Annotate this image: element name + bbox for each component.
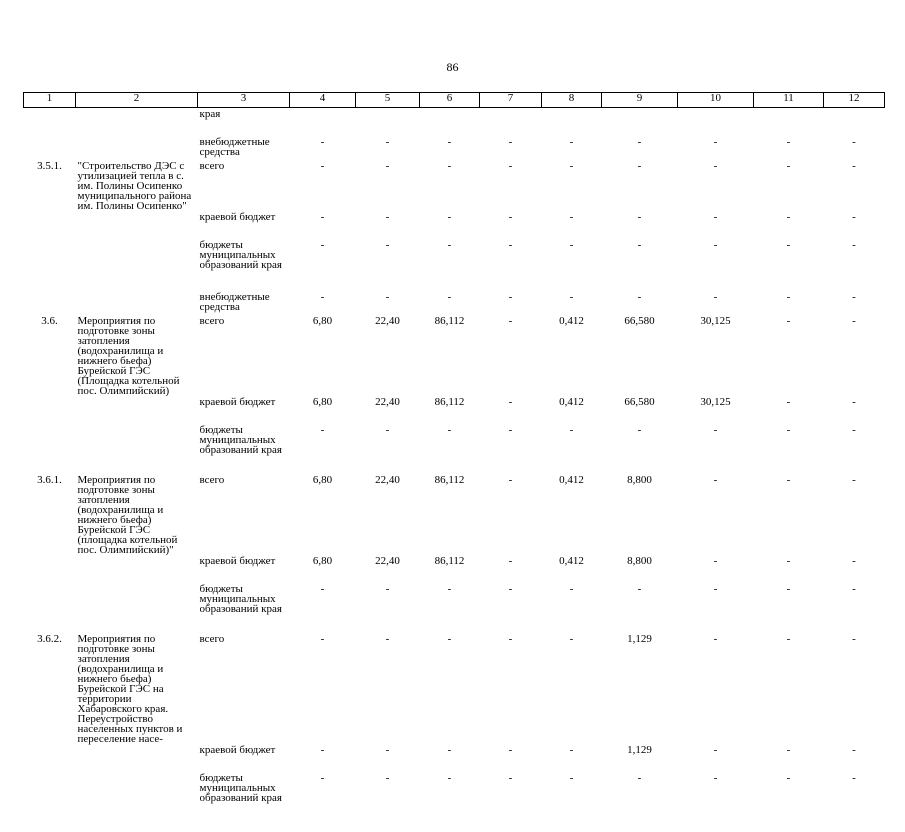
value-cell: 0,412	[559, 473, 584, 486]
value-cell: -	[852, 314, 856, 327]
col-header: 8	[542, 93, 602, 108]
value-cell: -	[713, 743, 718, 756]
value-cell: 6,80	[312, 395, 333, 408]
value-cell: -	[569, 582, 574, 595]
table-row	[24, 211, 885, 239]
funding-source: бюджеты муниципальных образований края	[199, 771, 282, 804]
funding-source: краевой бюджет	[199, 554, 276, 567]
funding-source: краевой бюджет	[199, 743, 276, 756]
value-cell: 0,412	[559, 395, 584, 408]
table-row	[24, 772, 885, 832]
value-cell: -	[637, 771, 642, 784]
value-cell: -	[508, 238, 513, 251]
value-cell: -	[852, 238, 856, 251]
value-cell: -	[508, 423, 513, 436]
value-cell: -	[508, 135, 513, 148]
table-row	[24, 136, 885, 160]
value-cell: -	[508, 314, 513, 327]
value-cell: -	[447, 135, 452, 148]
value-cell: -	[713, 771, 718, 784]
funding-source: всего	[199, 314, 225, 327]
value-cell: 0,412	[559, 554, 584, 567]
value-cell: -	[508, 582, 513, 595]
value-cell: -	[569, 771, 574, 784]
value-cell: -	[320, 743, 325, 756]
value-cell: 22,40	[375, 473, 400, 486]
value-cell: -	[447, 582, 452, 595]
value-cell: -	[508, 210, 513, 223]
funding-source: краевой бюджет	[199, 395, 276, 408]
row-number: 3.6.1.	[37, 473, 62, 486]
value-cell: -	[637, 290, 642, 303]
value-cell: -	[713, 582, 718, 595]
table-row	[24, 239, 885, 291]
value-cell: -	[637, 423, 642, 436]
table-row	[24, 315, 885, 396]
value-cell: -	[320, 135, 325, 148]
header-row	[24, 93, 885, 108]
col-header: 7	[480, 93, 542, 108]
table-row	[24, 108, 885, 136]
value-cell: -	[508, 473, 513, 486]
value-cell: -	[786, 210, 791, 223]
value-cell: 6,80	[312, 473, 333, 486]
table-row	[24, 744, 885, 772]
value-cell: -	[447, 238, 452, 251]
row-number	[24, 108, 76, 136]
col-header: 5	[356, 93, 420, 108]
table-row	[24, 424, 885, 474]
row-title	[76, 239, 198, 291]
value-cell: -	[713, 290, 718, 303]
value-cell: -	[508, 395, 513, 408]
value-cell: -	[637, 238, 642, 251]
value-cell: -	[569, 290, 574, 303]
value-cell	[754, 108, 824, 136]
col-header: 9	[602, 93, 678, 108]
value-cell: -	[637, 210, 642, 223]
value-cell: -	[852, 554, 856, 567]
row-title	[76, 583, 198, 633]
row-number	[24, 239, 76, 291]
value-cell: 6,80	[312, 314, 333, 327]
value-cell: -	[320, 582, 325, 595]
value-cell	[290, 108, 356, 136]
row-title	[76, 424, 198, 474]
page-number: 86	[446, 60, 459, 74]
col-header: 4	[290, 93, 356, 108]
col-header: 10	[678, 93, 754, 108]
value-cell: -	[786, 582, 791, 595]
col-header: 6	[420, 93, 480, 108]
value-cell	[824, 108, 885, 136]
value-cell: -	[852, 159, 856, 172]
value-cell: -	[786, 238, 791, 251]
value-cell: 1,129	[627, 743, 652, 756]
value-cell: -	[713, 135, 718, 148]
value-cell: -	[713, 159, 718, 172]
value-cell: -	[508, 743, 513, 756]
value-cell: -	[786, 423, 791, 436]
value-cell: -	[713, 423, 718, 436]
value-cell: -	[447, 632, 452, 645]
value-cell: -	[385, 423, 390, 436]
value-cell: -	[385, 582, 390, 595]
row-title	[76, 772, 198, 832]
funding-source: краевой бюджет	[199, 210, 276, 223]
value-cell: 8,800	[627, 473, 652, 486]
funding-source: всего	[199, 632, 225, 645]
value-cell: -	[569, 423, 574, 436]
row-number	[24, 396, 76, 424]
funding-source: бюджеты муниципальных образований края	[199, 238, 282, 271]
value-cell: -	[320, 210, 325, 223]
value-cell: -	[320, 159, 325, 172]
row-number	[24, 744, 76, 772]
row-number	[24, 136, 76, 160]
value-cell: -	[852, 632, 856, 645]
row-title	[76, 396, 198, 424]
value-cell: 66,580	[624, 395, 655, 408]
value-cell: 86,112	[434, 395, 465, 408]
row-number: 3.6.	[41, 314, 58, 327]
value-cell: -	[713, 210, 718, 223]
row-number	[24, 583, 76, 633]
value-cell: -	[713, 632, 718, 645]
row-title: "Строительство ДЭС с утилизацией тепла в с. им. Полины Осипенко муниципального района им. Полины Осипенко"	[77, 159, 192, 212]
value-cell: -	[852, 395, 856, 408]
value-cell: -	[385, 743, 390, 756]
value-cell: -	[786, 395, 791, 408]
value-cell: -	[637, 582, 642, 595]
value-cell: -	[508, 554, 513, 567]
row-title	[76, 744, 198, 772]
value-cell: -	[385, 159, 390, 172]
row-title: Мероприятия по подготовке зоны затопления (водохранилища и нижнего бьефа) Бурейской ГЭС (Площадка котельной пос. Олимпийский)	[77, 314, 180, 397]
value-cell: -	[320, 423, 325, 436]
row-number	[24, 424, 76, 474]
value-cell: -	[786, 159, 791, 172]
value-cell: 86,112	[434, 314, 465, 327]
value-cell: -	[447, 210, 452, 223]
value-cell: -	[786, 473, 791, 486]
funding-source: внебюджетные средства	[199, 135, 270, 158]
col-header: 11	[754, 93, 824, 108]
value-cell: 86,112	[434, 473, 465, 486]
value-cell: 66,580	[624, 314, 655, 327]
value-cell: -	[713, 238, 718, 251]
value-cell: -	[786, 632, 791, 645]
value-cell: -	[786, 771, 791, 784]
value-cell: 30,125	[700, 314, 731, 327]
row-title: Мероприятия по подготовке зоны затопления (водохранилища и нижнего бьефа) Бурейской ГЭС на территории Хабаровского края. Переустройство населенных пунктов и переселение насе-	[77, 632, 183, 745]
value-cell: 22,40	[375, 314, 400, 327]
row-number: 3.6.2.	[37, 632, 62, 645]
value-cell: -	[713, 473, 718, 486]
value-cell: -	[786, 554, 791, 567]
col-header: 2	[76, 93, 198, 108]
value-cell: -	[508, 159, 513, 172]
value-cell: -	[637, 159, 642, 172]
value-cell: -	[508, 771, 513, 784]
value-cell: -	[852, 473, 856, 486]
value-cell: -	[786, 290, 791, 303]
value-cell	[542, 108, 602, 136]
value-cell: -	[447, 290, 452, 303]
row-number	[24, 211, 76, 239]
value-cell: -	[447, 159, 452, 172]
value-cell: -	[569, 632, 574, 645]
value-cell: -	[320, 771, 325, 784]
col-header: 1	[24, 93, 76, 108]
table-row	[24, 396, 885, 424]
value-cell: -	[508, 290, 513, 303]
value-cell: 22,40	[375, 395, 400, 408]
value-cell: 22,40	[375, 554, 400, 567]
row-number	[24, 772, 76, 832]
table-row	[24, 291, 885, 315]
row-title	[76, 211, 198, 239]
value-cell: -	[852, 423, 856, 436]
funding-source: бюджеты муниципальных образований края	[199, 582, 282, 615]
value-cell: -	[447, 743, 452, 756]
value-cell: -	[385, 238, 390, 251]
value-cell: 0,412	[559, 314, 584, 327]
value-cell: -	[320, 632, 325, 645]
value-cell: -	[447, 423, 452, 436]
value-cell: -	[569, 743, 574, 756]
value-cell: 86,112	[434, 554, 465, 567]
row-number	[24, 291, 76, 315]
value-cell: -	[385, 290, 390, 303]
budget-table	[23, 92, 885, 832]
value-cell: -	[385, 210, 390, 223]
value-cell: -	[852, 771, 856, 784]
value-cell: -	[385, 632, 390, 645]
value-cell: -	[786, 314, 791, 327]
table-row	[24, 633, 885, 744]
value-cell: -	[852, 290, 856, 303]
row-number: 3.5.1.	[37, 159, 62, 172]
value-cell: -	[852, 743, 856, 756]
col-header: 12	[824, 93, 885, 108]
funding-source: всего	[199, 159, 225, 172]
value-cell: -	[569, 135, 574, 148]
funding-source: края	[199, 108, 221, 120]
value-cell: -	[569, 238, 574, 251]
table-row	[24, 160, 885, 211]
value-cell: -	[569, 159, 574, 172]
funding-source: всего	[199, 473, 225, 486]
row-title	[76, 136, 198, 160]
value-cell: -	[786, 743, 791, 756]
row-title	[76, 555, 198, 583]
table-row	[24, 474, 885, 555]
value-cell: 6,80	[312, 554, 333, 567]
value-cell: -	[508, 632, 513, 645]
value-cell: 1,129	[627, 632, 652, 645]
value-cell: -	[852, 135, 856, 148]
row-title	[76, 108, 198, 136]
funding-source: внебюджетные средства	[199, 290, 270, 313]
value-cell: -	[786, 135, 791, 148]
row-number	[24, 555, 76, 583]
value-cell: 30,125	[700, 395, 731, 408]
value-cell: -	[385, 135, 390, 148]
value-cell: -	[713, 554, 718, 567]
funding-source: бюджеты муниципальных образований края	[199, 423, 282, 456]
table-row	[24, 555, 885, 583]
value-cell: -	[320, 238, 325, 251]
value-cell: -	[852, 210, 856, 223]
value-cell: -	[852, 582, 856, 595]
value-cell	[420, 108, 480, 136]
row-title	[76, 291, 198, 315]
value-cell: 8,800	[627, 554, 652, 567]
value-cell: -	[320, 290, 325, 303]
value-cell	[602, 108, 678, 136]
value-cell: -	[637, 135, 642, 148]
value-cell: -	[447, 771, 452, 784]
col-header: 3	[198, 93, 290, 108]
value-cell	[356, 108, 420, 136]
value-cell: -	[569, 210, 574, 223]
value-cell	[678, 108, 754, 136]
row-title: Мероприятия по подготовке зоны затопления (водохранилища и нижнего бьефа) Бурейской ГЭС (площадка котельной пос. Олимпийский)"	[77, 473, 178, 556]
table-row	[24, 583, 885, 633]
value-cell	[480, 108, 542, 136]
value-cell: -	[385, 771, 390, 784]
